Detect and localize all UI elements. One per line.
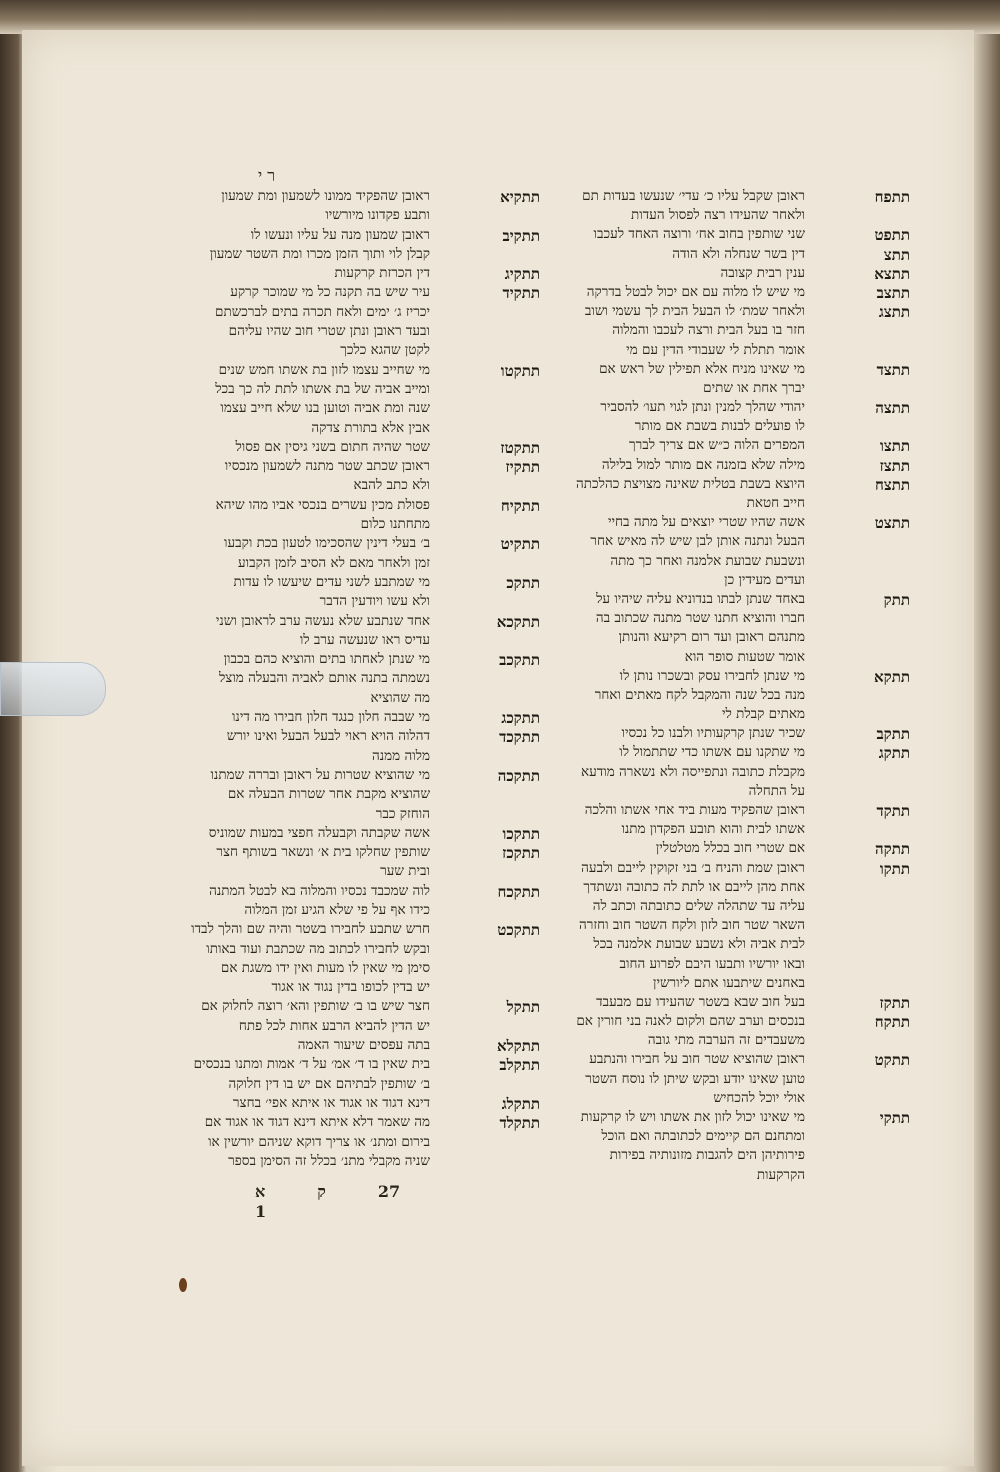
entry-text: בעל חוב שבא בשטר שהעידו עם מבעבד: [596, 993, 805, 1010]
entry-text: ראובן שכתב שטר מתנה לשמעון מנכסיו: [224, 458, 430, 475]
entry-row: [580, 418, 910, 437]
entry-text: שותפין שחלקו בית א׳ ונשאר בשותף חצר: [216, 844, 430, 861]
entry-text: מי שמתבע לשני עדים שיעשו לו עדות: [233, 573, 430, 590]
entry-row: [220, 1018, 540, 1037]
entry-text: ובעד ראובן ונתן שטרי חוב שהיו עליהם: [228, 323, 430, 340]
entry-text: מקבלת כתובה ונתפייסה ולא נשארה מודעא: [581, 763, 805, 780]
entry-row: [220, 786, 540, 805]
entry-text: מנה בכל שנה והמקבל לקח מאתים ואחר: [594, 686, 805, 703]
entry-text: חברו והוציא חתנו שטר מתנה שכתוב בה: [595, 610, 805, 627]
entry-row: [220, 902, 540, 921]
entry-row: [580, 994, 910, 1013]
entry-text: לבית אביה ולא נשבע שבועת אלמנה בכל: [593, 936, 805, 953]
entry-row: [580, 457, 910, 476]
entry-row: [580, 898, 910, 917]
entry-row: [580, 668, 910, 687]
entry-row: [580, 188, 910, 207]
entry-number: תתקיא: [500, 188, 540, 206]
entry-text: קבלן לוי ותוך הזמן מכרו ומת השטר שמעון: [209, 245, 430, 262]
entry-text: עיר שיש בה תקנה כל מי שמוכר קרקע: [230, 284, 430, 301]
entry-text: אחת מהן לייבם או לתת לה כתובה ונשתדך: [583, 878, 805, 895]
entry-row: [220, 1153, 540, 1172]
entry-text: אולי יוכל להכחיש: [713, 1089, 805, 1106]
entry-row: [580, 1032, 910, 1051]
entry-text: פסולת מכין עשרים בנכסי אביו מהו שיהא: [215, 496, 430, 513]
entry-text: מי שיש לו מלוה עם אם יכול לבטל בדרקה: [586, 283, 805, 300]
entry-row: [206, 940, 540, 960]
entry-text: אשה שהיו שטרי יוצאים על מתה בחיי: [607, 514, 805, 531]
entry-text: סימן מי שאין לו מעות ואין ידו משגת אם: [220, 959, 430, 976]
entry-row: [580, 246, 910, 265]
entry-text: טוען שאינו יודע ובקש שיתן לו נוסח השטר: [585, 1070, 805, 1087]
entry-number: תתקטז: [500, 438, 540, 457]
signature-mark: ק: [317, 1182, 326, 1201]
entry-row: [580, 975, 910, 994]
entry-row: [580, 572, 910, 591]
entry-number: תתקלא: [497, 1037, 540, 1056]
entry-row: [220, 477, 540, 496]
entry-row: [220, 748, 540, 767]
entry-text: ראובן שהוציא שטר חוב על חבירו והנתבע: [589, 1051, 805, 1068]
entry-text: הוחזק כבר: [375, 805, 430, 822]
entry-row: [580, 725, 910, 744]
entry-text: אשתו לבית והוא תובע הפקדון מתנו: [621, 821, 805, 838]
entry-text: יכריז ג׳ ימים ולאח תכרה בתים לברכשתם: [215, 303, 430, 320]
entry-row: [220, 1076, 540, 1095]
entry-row: [580, 437, 910, 456]
entry-text: בית שאין בו ד׳ אמ׳ על ד׳ אמות ומתנו בנכסים: [193, 1056, 430, 1073]
entry-text: לוה שמכבד נכסיו והמלוה בא לבטל המתנה: [209, 882, 430, 899]
entry-number: תתצז: [879, 456, 910, 475]
entry-number: תתקיז: [505, 458, 540, 477]
entry-text: חייב חטאת: [746, 495, 805, 511]
entry-row: [220, 960, 540, 979]
entry-row: [580, 1128, 910, 1147]
left-text-column: [191, 188, 540, 1172]
entry-text: ב׳ בעלי דינין שהסכימו לטעון בכת וקבעו: [224, 535, 430, 552]
entry-row: [580, 860, 910, 879]
entry-text: אם שטרי חוב בכלל מטלטלין: [655, 840, 805, 857]
entry-number: תתקכו: [502, 824, 540, 843]
entry-number: תתקח: [874, 1013, 910, 1032]
entry-row: [209, 882, 540, 902]
entry-row: [580, 802, 910, 821]
entry-number: תתקג: [878, 744, 910, 763]
entry-row: [209, 245, 540, 265]
entry-text: מי שאינו מניח אלא תפילין של ראש אם: [599, 360, 805, 377]
ink-spot: [179, 1278, 187, 1292]
entry-row: [220, 188, 540, 207]
entry-row: [580, 687, 910, 706]
entry-row: [220, 1037, 540, 1056]
entry-row: [204, 1114, 540, 1133]
entry-row: [580, 936, 910, 955]
entry-row: [220, 979, 540, 998]
entry-number: תתקל: [506, 998, 540, 1017]
entry-row: [220, 207, 540, 226]
entry-text: באחד שנתן לבתו בנדוניא עליה שיהיו על: [596, 590, 805, 607]
entry-text: מילה שלא בזמנה אם מותר למול בלילה: [601, 456, 805, 473]
right-text-column: [576, 188, 910, 1186]
entry-number: תתקטו: [500, 361, 540, 380]
entry-text: כידו אף על פי שלא הגיע זמן המלוה: [244, 901, 430, 918]
entry-text: ראובן שהפקיד מעות ביד אחי אשתו והלכה: [584, 802, 805, 818]
entry-text: באחנים שיתבעו אתם ליורשין: [653, 974, 805, 991]
entry-row: [220, 632, 540, 651]
entry-text: דין הכרזת קרקעות: [334, 265, 430, 282]
entry-text: שהוציא מקבת אחר שטרות הבעלה אם: [227, 786, 430, 803]
entry-row: [580, 553, 910, 572]
entry-text: מה שאמר דלא איתא דינא דגוד או אגוד אם: [204, 1114, 430, 1131]
entry-row: [220, 458, 540, 477]
entry-number: תתפח: [874, 188, 910, 206]
entry-row: [220, 651, 540, 670]
entry-text: לקטן שהגא כלכך: [340, 342, 430, 359]
entry-row: [220, 670, 540, 689]
entry-row: [580, 649, 910, 668]
entry-number: תתקיד: [502, 284, 540, 303]
entry-number: תתצד: [876, 360, 910, 379]
entry-text: ראובן שמת והניח ב׳ בני זקוקין לייבם ולבעה: [581, 859, 805, 876]
entry-row: [580, 322, 910, 341]
entry-row: [580, 265, 910, 284]
entry-text: חזר בו בעל הבית ורצה לעכבו והמלוה: [612, 322, 805, 339]
entry-number: תתצה: [875, 399, 910, 418]
entry-number: תתקב: [876, 725, 910, 744]
entry-row: [220, 362, 540, 381]
entry-text: מלוה ממנה: [372, 747, 430, 764]
entry-row: [580, 764, 910, 783]
entry-number: תתקיב: [502, 226, 540, 245]
entry-number: תתצג: [878, 303, 910, 322]
entry-text: מי שחייב עצמו לזון בת אשתו חמש שנים: [218, 361, 430, 378]
entry-number: תתקלב: [499, 1056, 540, 1075]
entry-row: [220, 574, 540, 593]
entry-text: ענין רבית קצובה: [720, 264, 805, 281]
entry-text: יש הדין להביא הרבע אחות לכל פתח: [238, 1017, 430, 1034]
entry-number: תתקד: [876, 802, 910, 820]
entry-number: תתקכג: [501, 709, 540, 728]
entry-number: תתפט: [874, 226, 910, 245]
entry-text: ראובן שמעון מנה על עליו ונעשו לו: [250, 226, 430, 243]
entry-row: [580, 399, 910, 418]
entry-row: [220, 420, 540, 439]
entry-text: זמן ולאחר מאם לא הסיב לזמן הקבוע: [238, 554, 430, 571]
entry-text: הקרקעות: [756, 1166, 805, 1183]
entry-row: [580, 1051, 910, 1070]
entry-row: [580, 956, 910, 975]
entry-row: [580, 1109, 910, 1128]
entry-number: תתצו: [880, 437, 910, 456]
entry-text: ומייב אביה של בת אשתו לתת לה כך בכל: [215, 380, 430, 397]
entry-text: ונשבעת שבועת אלמנה ואחר כך מתה: [610, 552, 805, 569]
entry-text: מי שנתן לחבירו עסק ובשכרו נותן לו: [619, 667, 805, 684]
entry-text: מי שבבה חלון כנגד חלון חבירו מה דינו: [231, 709, 430, 726]
entry-text: אומר תתלת לי שעבודי הדין עם מי: [626, 341, 805, 358]
entry-row: [576, 1013, 910, 1032]
entry-text: שניה מקבלי מתנ׳ בכלל זה הסימן בספר: [228, 1152, 430, 1169]
entry-row: [580, 879, 910, 898]
entry-row: [220, 1095, 540, 1114]
entry-text: שני שותפין בחוב אח׳ ורוצה האחד לעכבו: [593, 226, 805, 243]
entry-row: [220, 709, 540, 728]
entry-text: המפרים הלוה כ״ש אם צריך לברך: [629, 437, 805, 454]
entry-row: [210, 766, 540, 786]
signature-mark: 27: [377, 1182, 401, 1201]
entry-text: דהלוה הויא ראוי לבעל הבעל ואינו יורש: [226, 728, 430, 745]
entry-row: [580, 1167, 910, 1186]
entry-row: [191, 921, 540, 940]
entry-row: [580, 226, 910, 245]
entry-row: [580, 629, 910, 648]
entry-row: [580, 1071, 910, 1090]
entry-text: שכיר שנתן קרקעותיו ולבנו כל נכסיו: [621, 725, 805, 742]
entry-text: דין בשר שנחלה ולא הודה: [672, 245, 805, 262]
entry-number: תתקיח: [500, 496, 540, 515]
entry-text: אבין אלא בתורת צדקה: [311, 419, 430, 436]
entry-text: בתה עפסים שיעור האמה: [297, 1037, 430, 1054]
top-shadow: [0, 0, 1000, 34]
page-header-mark: ר י: [258, 166, 276, 185]
entry-row: [580, 361, 910, 380]
entry-text: חרש שתבע לחבירו בשטר והיה שם והלך לבדו: [191, 921, 430, 938]
entry-text: נשמתה בתנה אותם לאביה והבעלה מוצל: [218, 670, 430, 687]
entry-row: [580, 1090, 910, 1109]
entry-text: מי שנתן לאחתו בתים והוציא כהם בכבון: [223, 651, 430, 668]
entry-text: ולא עשו ויודעין הדבר: [319, 593, 430, 610]
entry-text: ראובן שהפקיד ממונו לשמעון ומת שמעון: [221, 188, 430, 204]
entry-text: שטר שהיה חתום בשני גיסין אם פסול: [235, 438, 430, 455]
entry-number: תתצב: [876, 283, 910, 302]
entry-row: [580, 284, 910, 303]
entry-row: [215, 612, 540, 632]
entry-number: תתק: [883, 590, 910, 609]
entry-text: מי שאינו יכול לזון את אשתו ויש לו קרקעות: [580, 1109, 805, 1125]
entry-row: [201, 998, 540, 1017]
entry-number: תתקה: [875, 840, 910, 859]
entry-number: תתקז: [879, 993, 910, 1012]
entry-row: [580, 342, 910, 361]
entry-row: [215, 380, 540, 400]
entry-text: שנה ומת אביה וטוען בנו שלא חייב עצמו: [220, 400, 430, 417]
entry-text: אחד שנתבע שלא נעשה ערב לראובן ושני: [215, 612, 430, 629]
entry-text: חצר שיש בו ב׳ שותפין והא׳ רוצה לחלוק אם: [201, 998, 430, 1015]
entry-number: תתקכא: [496, 612, 540, 631]
entry-row: [580, 744, 910, 763]
entry-number: תתקיט: [500, 535, 540, 554]
entry-row: [208, 1133, 540, 1153]
entry-row: [193, 1056, 540, 1075]
entry-number: תתצא: [874, 264, 910, 283]
entry-text: ובקש לחבירו לכתוב מה שכתבת ועוד באותו: [206, 940, 430, 957]
entry-number: תתקא: [874, 667, 910, 686]
entry-text: עדיס ראו שנעשה ערב לו: [299, 631, 430, 648]
page-footer: [255, 1182, 455, 1221]
entry-text: בנכסים וערב שהם ולקום לאנה בני חורין אם: [576, 1013, 805, 1030]
entry-text: מתנהם ראובן ועד רום רקיעא והנותן: [618, 629, 805, 646]
entry-number: תתצח: [874, 475, 910, 494]
entry-text: ולאחר שהעידו רצה לפסול העדות: [631, 207, 805, 224]
entry-number: תתקכה: [497, 766, 540, 785]
entry-row: [220, 690, 540, 709]
entry-row: [580, 840, 910, 859]
entry-text: היוצא בשבת בטלית שאינה מצויצת כהלכתה: [576, 475, 805, 492]
entry-row: [220, 323, 540, 342]
entry-row: [580, 514, 910, 533]
entry-text: ובית שער: [380, 863, 430, 880]
entry-text: יהודי שהלך למנין ונתן לגוי תעו׳ להסביר: [600, 399, 805, 416]
entry-text: על התחלה: [748, 782, 805, 799]
entry-text: ותבע פקדונו מיורשיו: [325, 207, 430, 224]
entry-row: [580, 380, 910, 399]
entry-row: [580, 1147, 910, 1166]
signature-mark: 1: [255, 1202, 267, 1221]
entry-number: תתקט: [874, 1051, 910, 1070]
entry-number: תתצ: [883, 245, 910, 264]
entry-row: [580, 821, 910, 840]
entry-text: מאתים קבלת לי: [721, 706, 805, 723]
entry-row: [576, 475, 910, 495]
entry-number: תתקו: [879, 859, 910, 878]
entry-text: מי שהוציא שטרות על ראובן ובררה שמתנו: [210, 766, 430, 783]
entry-row: [580, 207, 910, 226]
entry-text: יברך אחת או שתים: [703, 379, 805, 396]
entry-text: מי שתקנו עם אשתו כדי שתתמול לו: [619, 744, 805, 761]
entry-row: [220, 806, 540, 825]
entry-row: [220, 516, 540, 535]
entry-row: [220, 227, 540, 246]
entry-text: עליה עד שתהלה שלים כתובתה וכתב לה: [592, 897, 805, 914]
entry-number: תתקי: [879, 1109, 910, 1127]
entry-row: [208, 824, 540, 844]
entry-number: תתקכט: [497, 921, 540, 940]
entry-text: יש בדין לכופו בדין נגוד או אגוד: [271, 979, 430, 996]
entry-text: דינא דגוד או אגוד או איתא אפי׳ בחצר: [232, 1094, 430, 1111]
entry-row: [220, 439, 540, 458]
entry-text: אומר שטעות סופר הוא: [684, 648, 805, 665]
entry-row: [220, 555, 540, 574]
entry-row: [580, 591, 910, 610]
entry-text: אשה שקבתה וקבעלה חפצי במעות שמוניס: [208, 824, 430, 841]
entry-text: ראובן שקבל עליו כ׳ עדי׳ שנעשו בעדות תם: [582, 188, 805, 204]
entry-row: [220, 265, 540, 284]
entry-row: [580, 917, 910, 936]
entry-row: [580, 533, 910, 552]
entry-text: לו פועלים לבנות בשבת אם מותר: [634, 418, 805, 435]
entry-row: [580, 303, 910, 322]
entry-number: תתצט: [874, 514, 910, 533]
entry-row: [220, 863, 540, 882]
entry-text: ועדים מעידין כן: [724, 571, 805, 588]
entry-row: [580, 610, 910, 629]
entry-text: ב׳ שותפין לבתיהם אם יש בו דין חלוקה: [228, 1075, 430, 1092]
entry-number: תתקכח: [497, 882, 540, 901]
entry-text: השאר שטר חוב לזון ולקח השטר חוב וחזרה: [578, 917, 805, 934]
entry-number: תתקלד: [499, 1114, 540, 1133]
entry-number: תתקכד: [499, 728, 540, 747]
entry-text: ולא כתב להבא: [353, 477, 430, 494]
entry-row: [220, 342, 540, 361]
entry-row: [215, 303, 540, 323]
entry-row: [216, 844, 540, 863]
entry-text: פירותיהן הים להגבות מזונותיה בפירות: [609, 1147, 805, 1164]
entry-row: [220, 535, 540, 554]
entry-number: תתקכ: [506, 573, 540, 592]
entry-number: תתקכז: [502, 844, 540, 863]
entry-row: [580, 495, 910, 514]
entry-row: [220, 400, 540, 419]
entry-number: תתקיג: [504, 265, 540, 284]
entry-row: [220, 284, 540, 303]
entry-row: [220, 728, 540, 747]
entry-row: [580, 783, 910, 802]
entry-number: תתקכב: [499, 651, 540, 670]
entry-text: משעבדים זה הערבה מתי גובה: [647, 1032, 805, 1049]
entry-row: [220, 593, 540, 612]
entry-text: ומתחנם הם קיימים לכתובתה ואם הוכל: [601, 1128, 805, 1145]
entry-text: ובאו יורשיו ותבעו היבם לפרוע החוב: [619, 955, 805, 972]
entry-row: [215, 496, 540, 516]
entry-number: תתקלג: [501, 1094, 540, 1113]
entry-text: הבעל ונתנה אותן לבן שיש לה מאיש אחר: [590, 533, 805, 550]
entry-text: מתחתנו כלום: [360, 516, 430, 533]
entry-row: [580, 706, 910, 725]
entry-text: ולאחר שמת׳ לו הבעל הבית לך עשמי ושוב: [584, 303, 805, 320]
entry-text: מה שהוציא: [370, 689, 430, 706]
entry-text: בירום ומתנ׳ או צריך דוקא שניהם יורשין או: [208, 1133, 430, 1150]
signature-mark: א: [255, 1182, 266, 1201]
